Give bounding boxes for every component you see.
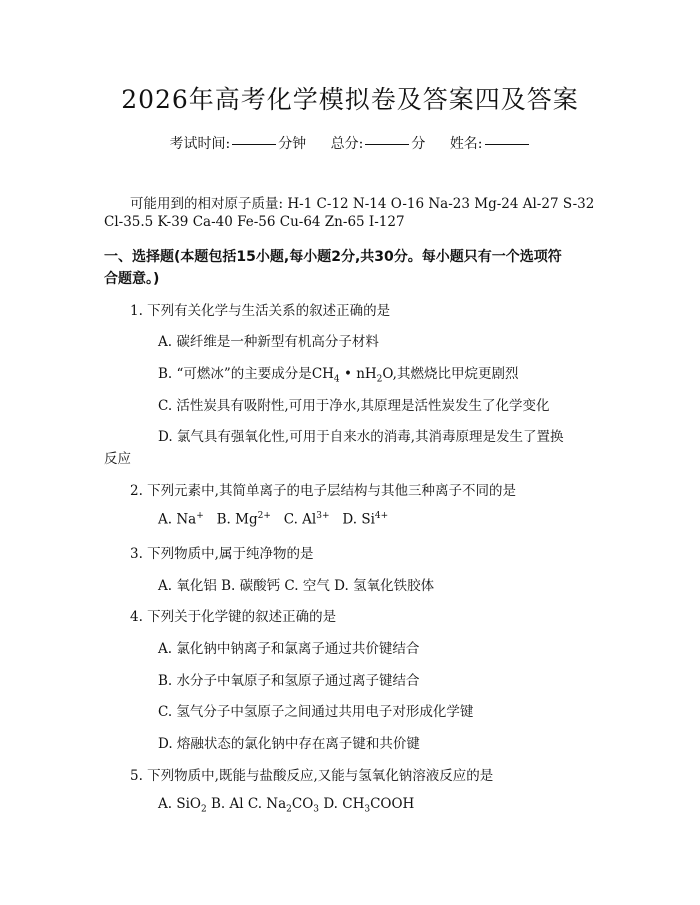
time-blank <box>232 144 276 145</box>
q2-a-sup: + <box>196 511 204 521</box>
time-label: 考试时间: <box>169 136 231 152</box>
q1-option-b <box>158 362 518 385</box>
q1-stem: 1. 下列有关化学与生活关系的叙述正确的是 <box>130 303 391 319</box>
q3-stem: 3. 下列物质中,属于纯净物的是 <box>130 546 314 562</box>
q5-option-c: CO <box>291 796 314 812</box>
q5-b-sub: 2 <box>286 804 292 815</box>
name-label: 姓名: <box>449 136 483 152</box>
q5-option-d: D. CH <box>319 796 365 812</box>
q4-stem: 4. 下列关于化学键的叙述正确的是 <box>130 609 337 625</box>
q1-b-post: O,其燃烧比甲烷更剧烈 <box>382 366 519 382</box>
q2-options <box>158 511 388 528</box>
atomic-masses-line1: 可能用到的相对原子质量: H-1 C-12 N-14 O-16 Na-23 Mg-24 Al-27 S-32 <box>130 196 595 212</box>
q2-c-sup: 3+ <box>316 511 330 521</box>
exam-info-row <box>0 133 700 153</box>
q2-option-b: B. Mg <box>216 511 258 528</box>
q5-option-a: A. SiO <box>158 796 201 812</box>
q5-d-post: COOH <box>370 796 415 812</box>
time-field <box>169 136 306 152</box>
score-blank <box>365 144 409 145</box>
q2-b-sup: 2+ <box>257 511 271 521</box>
q4-option-a: A. 氯化钠中钠离子和氯离子通过共价键结合 <box>158 641 420 657</box>
score-label: 总分: <box>330 136 364 152</box>
q1-b-ch: CH <box>311 366 334 382</box>
score-field <box>331 136 426 152</box>
q2-option-a: A. Na <box>158 511 197 528</box>
q3-options: A. 氧化铝 B. 碳酸钙 C. 空气 D. 氢氧化铁胶体 <box>158 578 435 594</box>
q1-b-dot: • nH <box>339 366 377 382</box>
q1-option-c: C. 活性炭具有吸附性,可用于净水,其原理是活性炭发生了化学变化 <box>158 398 550 414</box>
q4-option-b: B. 水分子中氧原子和氢原子通过离子键结合 <box>158 673 420 689</box>
q5-stem: 5. 下列物质中,既能与盐酸反应,又能与氢氧化钠溶液反应的是 <box>130 768 494 784</box>
q1-b-ch-sub: 4 <box>333 374 340 385</box>
q1-b-h-sub: 2 <box>376 374 383 385</box>
section-heading-line1: 一、选择题(本题包括15小题,每小题2分,共30分。每小题只有一个选项符 <box>104 249 562 265</box>
q2-d-sup: 4+ <box>374 511 389 521</box>
q4-option-c: C. 氢气分子中氢原子之间通过共用电子对形成化学键 <box>158 704 474 720</box>
q5-options <box>158 796 414 815</box>
q5-option-b: B. Al C. Na <box>206 796 287 812</box>
q5-a-sub: 2 <box>200 804 207 815</box>
q1-option-d-line1: D. 氯气具有强氧化性,可用于自来水的消毒,其消毒原理是发生了置换 <box>158 429 564 445</box>
time-unit: 分钟 <box>278 136 307 152</box>
q5-c-sub: 3 <box>313 804 320 815</box>
page-title: 2026年高考化学模拟卷及答案四及答案 <box>121 85 579 114</box>
name-field <box>450 136 531 152</box>
q1-b-pre: B. “可燃冰”的主要成分是 <box>158 366 312 382</box>
name-blank <box>485 144 529 145</box>
q2-option-c: C. Al <box>283 511 317 528</box>
atomic-masses-line2: Cl-35.5 K-39 Ca-40 Fe-56 Cu-64 Zn-65 I-127 <box>104 214 405 230</box>
q5-d-sub: 3 <box>364 804 371 815</box>
q2-stem: 2. 下列元素中,其简单离子的电子层结构与其他三种离子不同的是 <box>130 483 516 499</box>
score-unit: 分 <box>411 136 426 152</box>
q4-option-d: D. 熔融状态的氯化钠中存在离子键和共价键 <box>158 736 420 752</box>
q1-option-a: A. 碳纤维是一种新型有机高分子材料 <box>158 334 379 350</box>
section-heading-line2: 合题意。) <box>104 271 160 287</box>
q2-option-d: D. Si <box>342 511 375 528</box>
q1-option-d-line2: 反应 <box>104 451 131 467</box>
